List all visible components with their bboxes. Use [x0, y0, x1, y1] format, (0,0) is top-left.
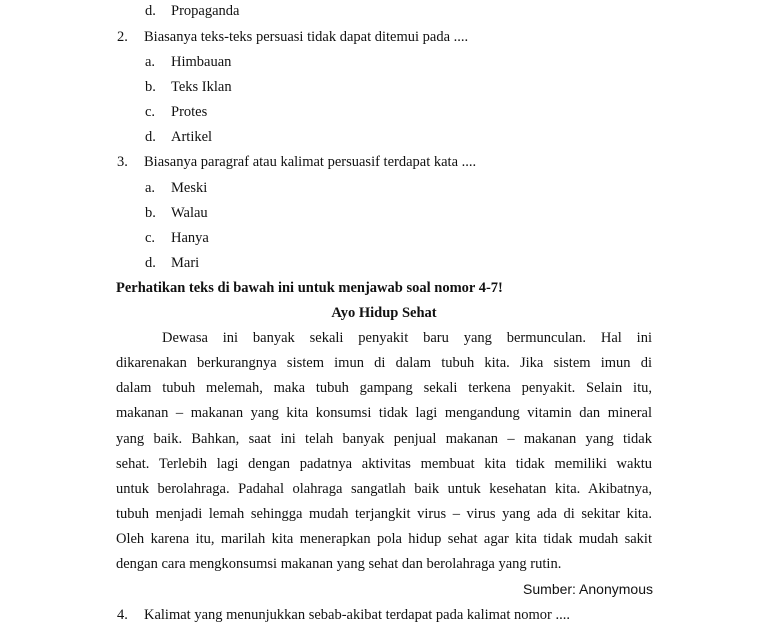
question-text: Biasanya paragraf atau kalimat persuasif terdapat kata ....	[144, 154, 477, 170]
option-text: Mari	[171, 255, 200, 271]
option-text: Artikel	[171, 129, 213, 145]
passage-line: Oleh karena itu, marilah kita menerapkan pola hidup sehat agar kita tidak mudah sakit	[116, 531, 652, 547]
passage-line: makanan – makanan yang kita konsumsi tidak lagi mengandung vitamin dan mineral	[116, 405, 652, 421]
passage-line: tubuh menjadi lemah sehingga mudah terjangkit virus – virus yang ada di sekitar kita.	[116, 506, 652, 522]
passage-line: dalam tubuh melemah, maka tubuh gampang sekali terkena penyakit. Selain itu,	[116, 380, 652, 396]
option-letter: c.	[145, 230, 156, 246]
option-letter: d.	[145, 255, 156, 271]
passage-line: Dewasa ini banyak sekali penyakit baru yang bermunculan. Hal ini	[162, 330, 652, 346]
passage-line: yang baik. Bahkan, saat ini telah banyak penjual makanan – makanan yang tidak	[116, 431, 652, 447]
passage-line: dengan cara mengkonsumsi makanan yang sehat dan berolahraga yang rutin.	[116, 556, 562, 572]
option-letter: b.	[145, 205, 156, 221]
option-letter: d.	[145, 3, 156, 19]
passage-line: sehat. Terlebih lagi dengan padatnya aktivitas membuat kita tidak memiliki waktu	[116, 456, 652, 472]
passage-line: dikarenakan berkurangnya sistem imun di dalam tubuh kita. Jika sistem imun di	[116, 355, 652, 371]
option-text: Propaganda	[171, 3, 240, 19]
option-letter: a.	[145, 54, 156, 70]
option-text: Walau	[171, 205, 208, 221]
question-number: 3.	[117, 154, 128, 170]
question-text: Biasanya teks-teks persuasi tidak dapat ditemui pada ....	[144, 29, 469, 45]
option-text: Teks Iklan	[171, 79, 232, 95]
option-text: Himbauan	[171, 54, 232, 70]
option-text: Hanya	[171, 230, 209, 246]
option-letter: d.	[145, 129, 156, 145]
question-text: Kalimat yang menunjukkan sebab-akibat terdapat pada kalimat nomor ....	[144, 607, 571, 623]
passage-title: Ayo Hidup Sehat	[331, 305, 437, 321]
option-letter: b.	[145, 79, 156, 95]
option-letter: a.	[145, 180, 156, 196]
passage-line: untuk berolahraga. Padahal olahraga sangatlah baik untuk kesehatan kita. Akibatnya,	[116, 481, 652, 497]
question-number: 4.	[117, 607, 128, 623]
option-letter: c.	[145, 104, 156, 120]
option-text: Protes	[171, 104, 208, 120]
option-text: Meski	[171, 180, 208, 196]
instruction-text: Perhatikan teks di bawah ini untuk menjawab soal nomor 4-7!	[116, 280, 503, 296]
passage-source: Sumber: Anonymous	[523, 581, 653, 597]
question-number: 2.	[117, 29, 128, 45]
